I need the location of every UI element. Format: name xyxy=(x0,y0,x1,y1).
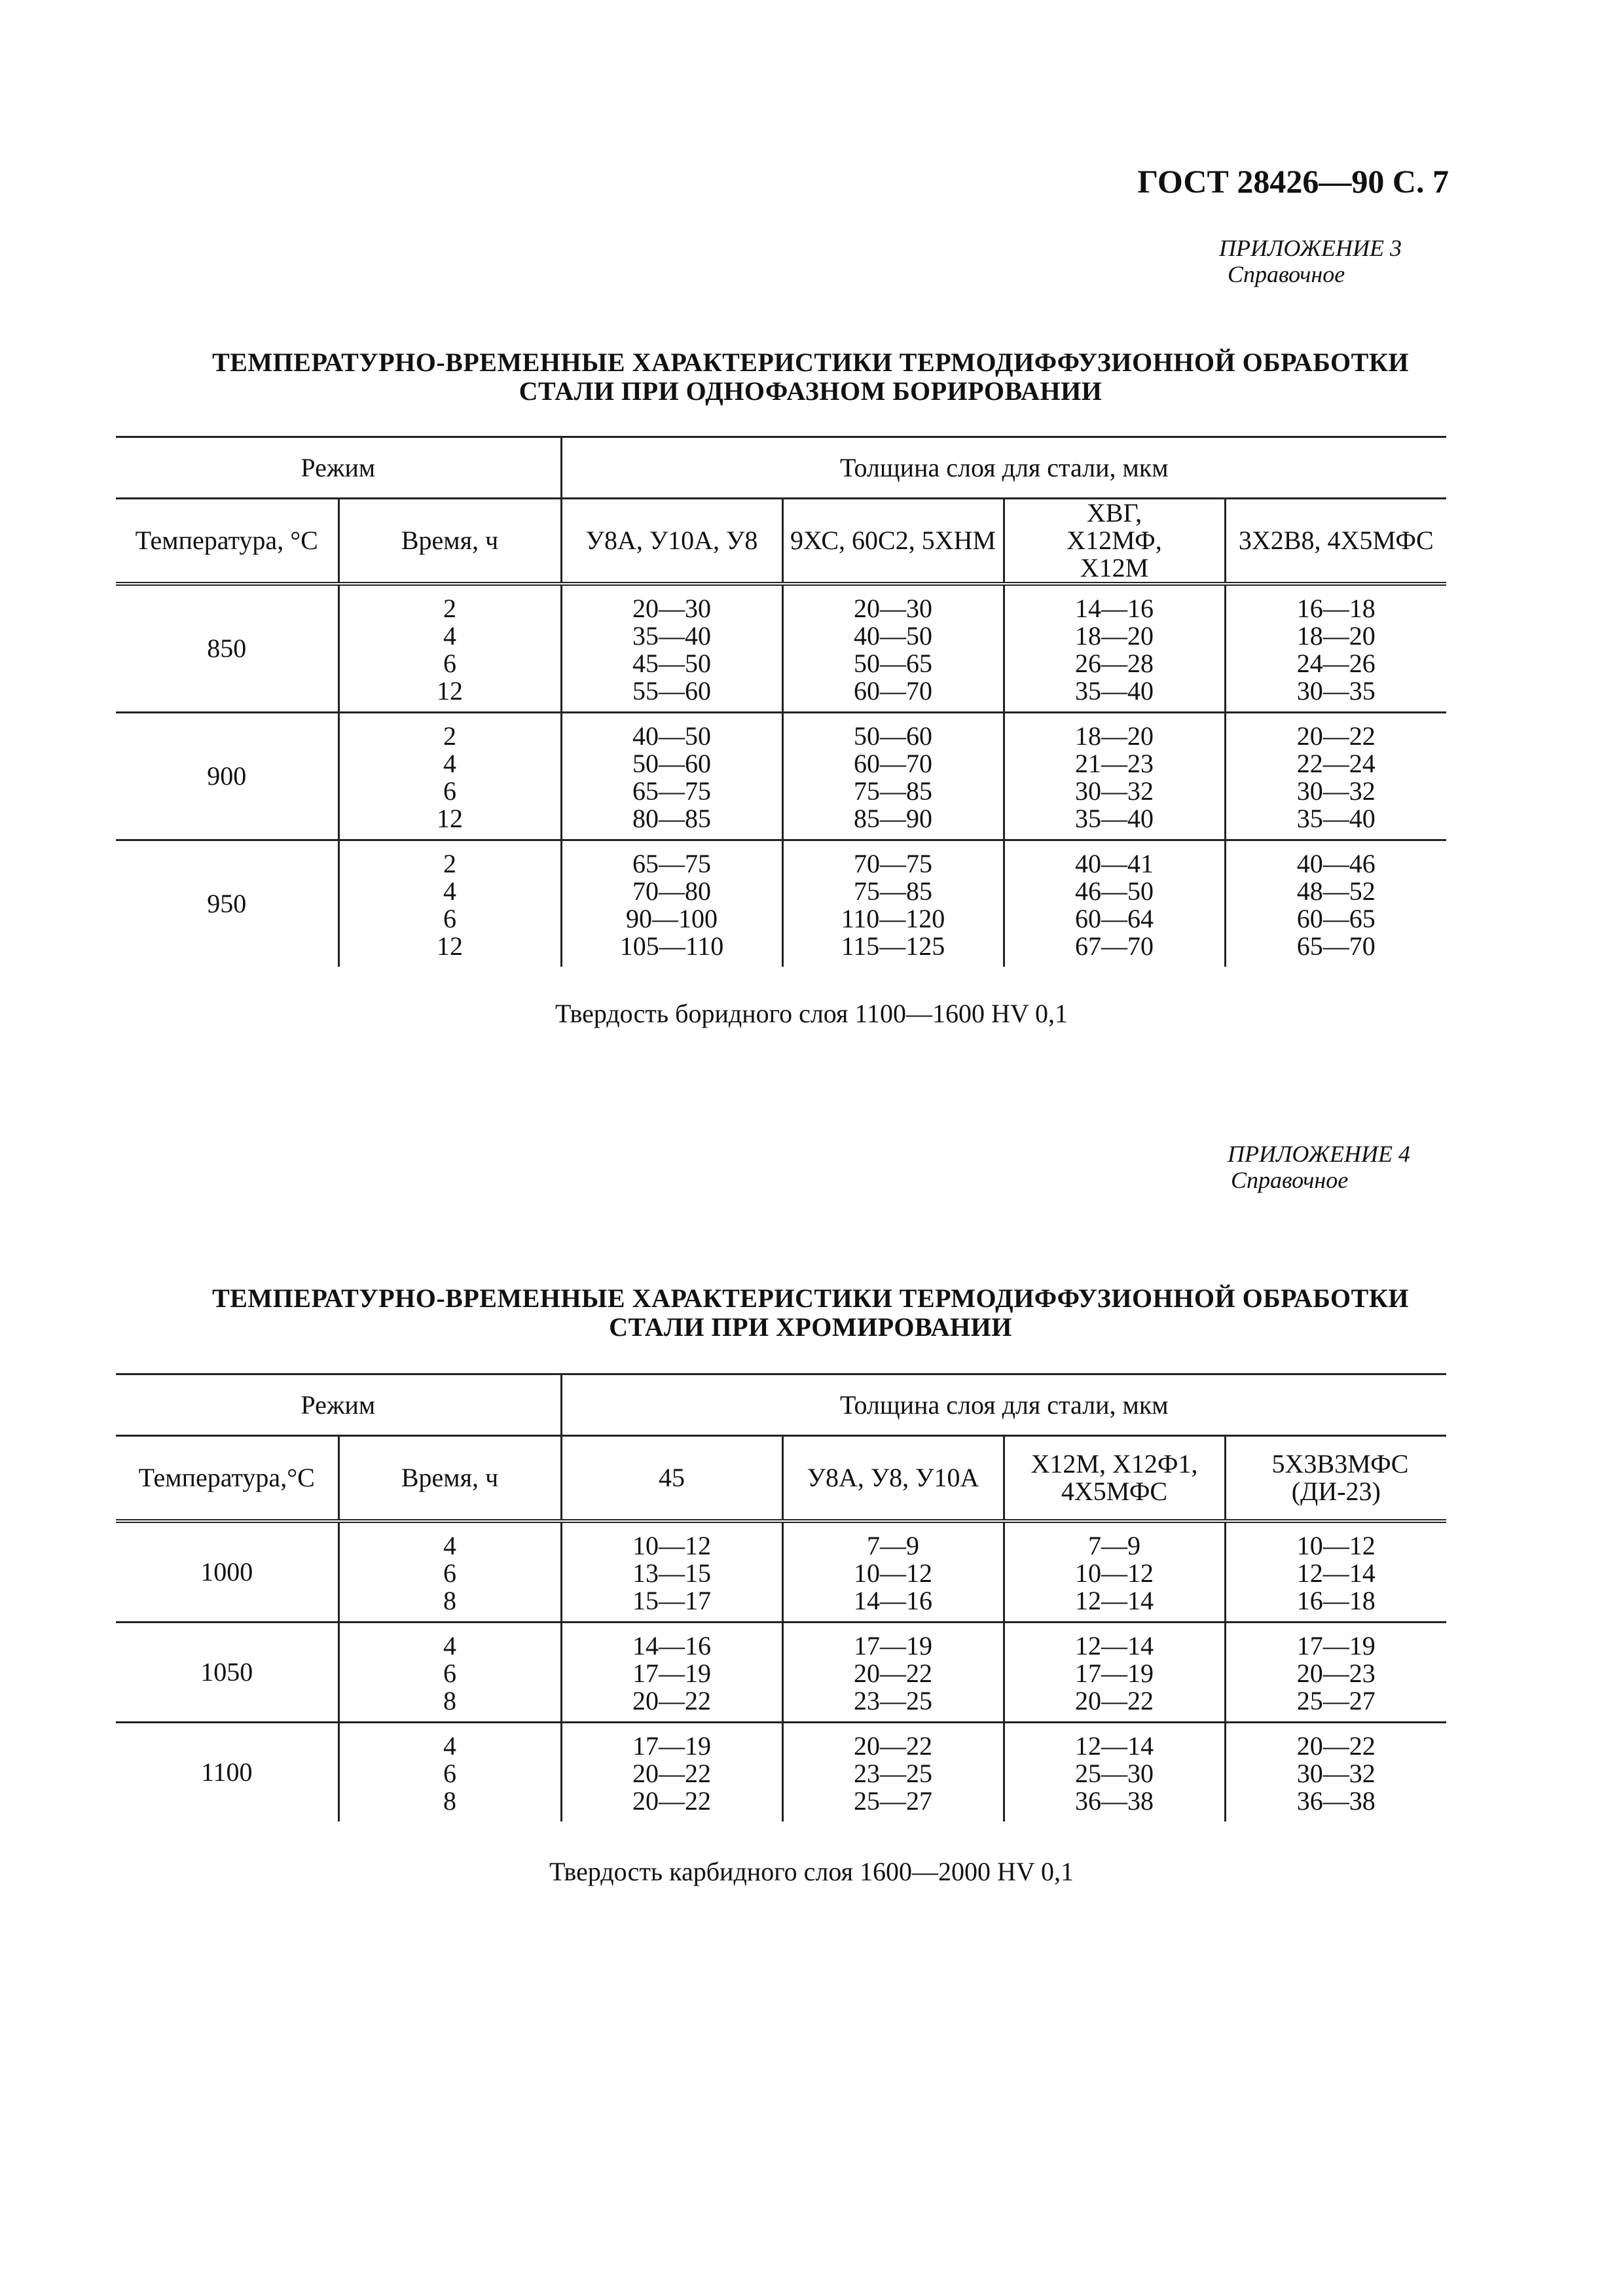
thickness-cell: 14—16 18—20 26—28 35—40 xyxy=(1004,584,1225,713)
boriding-table xyxy=(116,436,1446,967)
table-row xyxy=(116,1722,1446,1821)
appendix-4-title-line-2: СТАЛИ ПРИ ХРОМИРОВАНИИ xyxy=(609,1312,1012,1342)
table-row xyxy=(116,713,1446,840)
thickness-cell: 65—75 70—80 90—100 105—110 xyxy=(561,840,782,967)
group-header-mode: Режим xyxy=(116,437,561,499)
group-header-mode: Режим xyxy=(116,1374,561,1436)
temperature-cell: 1050 xyxy=(116,1622,338,1722)
column-header-steel-4: 5Х3В3МФС (ДИ-23) xyxy=(1225,1436,1446,1521)
table-row xyxy=(116,584,1446,713)
temperature-cell: 1100 xyxy=(116,1722,338,1821)
carbide-hardness-note: Твердость карбидного слоя 1600—2000 HV 0,1 xyxy=(549,1857,1074,1886)
column-header-steel-1: 45 xyxy=(561,1436,782,1521)
column-header-steel-4: 3Х2В8, 4Х5МФС xyxy=(1225,499,1446,584)
temperature-cell: 850 xyxy=(116,584,338,713)
appendix-3-title-line-1: ТЕМПЕРАТУРНО-ВРЕМЕННЫЕ ХАРАКТЕРИСТИКИ ТЕРМОДИФФУЗИОННОЙ ОБРАБОТКИ xyxy=(212,348,1409,377)
thickness-cell: 40—46 48—52 60—65 65—70 xyxy=(1225,840,1446,967)
chromizing-table xyxy=(116,1373,1446,1821)
column-header-steel-2: 9ХС, 60С2, 5ХНМ xyxy=(782,499,1004,584)
column-header-steel-3: Х12М, Х12Ф1, 4Х5МФС xyxy=(1004,1436,1225,1521)
table-group-header-row xyxy=(116,1374,1446,1436)
appendix-3-title xyxy=(116,348,1505,406)
column-header-time: Время, ч xyxy=(338,1436,561,1521)
thickness-cell: 7—9 10—12 14—16 xyxy=(782,1521,1004,1623)
table-row xyxy=(116,1622,1446,1722)
thickness-cell: 70—75 75—85 110—120 115—125 xyxy=(782,840,1004,967)
column-header-steel-2: У8А, У8, У10А xyxy=(782,1436,1004,1521)
time-cell: 2 4 6 12 xyxy=(338,840,561,967)
group-header-thickness: Толщина слоя для стали, мкм xyxy=(561,1374,1446,1436)
thickness-cell: 7—9 10—12 12—14 xyxy=(1004,1521,1225,1623)
time-cell: 4 6 8 xyxy=(338,1521,561,1623)
appendix-4-label: ПРИЛОЖЕНИЕ 4 xyxy=(1228,1141,1410,1167)
appendix-3-sublabel: Справочное xyxy=(1228,261,1345,287)
thickness-cell: 10—12 13—15 15—17 xyxy=(561,1521,782,1623)
thickness-cell: 12—14 25—30 36—38 xyxy=(1004,1722,1225,1821)
appendix-4-title-line-1: ТЕМПЕРАТУРНО-ВРЕМЕННЫЕ ХАРАКТЕРИСТИКИ ТЕРМОДИФФУЗИОННОЙ ОБРАБОТКИ xyxy=(212,1283,1409,1313)
time-cell: 4 6 8 xyxy=(338,1722,561,1821)
time-cell: 2 4 6 12 xyxy=(338,584,561,713)
table-group-header-row xyxy=(116,437,1446,499)
thickness-cell: 18—20 21—23 30—32 35—40 xyxy=(1004,713,1225,840)
table-column-header-row xyxy=(116,499,1446,584)
table-column-header-row xyxy=(116,1436,1446,1521)
thickness-cell: 14—16 17—19 20—22 xyxy=(561,1622,782,1722)
boride-hardness-note: Твердость боридного слоя 1100—1600 HV 0,1 xyxy=(555,999,1068,1028)
column-header-time: Время, ч xyxy=(338,499,561,584)
thickness-cell: 20—30 35—40 45—50 55—60 xyxy=(561,584,782,713)
temperature-cell: 950 xyxy=(116,840,338,967)
temperature-cell: 1000 xyxy=(116,1521,338,1623)
thickness-cell: 50—60 60—70 75—85 85—90 xyxy=(782,713,1004,840)
appendix-3-title-line-2: СТАЛИ ПРИ ОДНОФАЗНОМ БОРИРОВАНИИ xyxy=(519,376,1103,406)
thickness-cell: 17—19 20—22 23—25 xyxy=(782,1622,1004,1722)
temperature-cell: 900 xyxy=(116,713,338,840)
thickness-cell: 16—18 18—20 24—26 30—35 xyxy=(1225,584,1446,713)
thickness-cell: 20—22 23—25 25—27 xyxy=(782,1722,1004,1821)
table-row xyxy=(116,1521,1446,1623)
thickness-cell: 10—12 12—14 16—18 xyxy=(1225,1521,1446,1623)
thickness-cell: 17—19 20—23 25—27 xyxy=(1225,1622,1446,1722)
column-header-temperature: Температура, °С xyxy=(116,499,338,584)
thickness-cell: 40—41 46—50 60—64 67—70 xyxy=(1004,840,1225,967)
thickness-cell: 20—22 30—32 36—38 xyxy=(1225,1722,1446,1821)
time-cell: 2 4 6 12 xyxy=(338,713,561,840)
table-row xyxy=(116,840,1446,967)
thickness-cell: 12—14 17—19 20—22 xyxy=(1004,1622,1225,1722)
thickness-cell: 20—30 40—50 50—65 60—70 xyxy=(782,584,1004,713)
time-cell: 4 6 8 xyxy=(338,1622,561,1722)
appendix-4-sublabel: Справочное xyxy=(1231,1167,1349,1193)
column-header-steel-1: У8А, У10А, У8 xyxy=(561,499,782,584)
appendix-3-label: ПРИЛОЖЕНИЕ 3 xyxy=(1219,235,1402,261)
column-header-steel-3: ХВГ, Х12МФ, Х12М xyxy=(1004,499,1225,584)
thickness-cell: 40—50 50—60 65—75 80—85 xyxy=(561,713,782,840)
thickness-cell: 20—22 22—24 30—32 35—40 xyxy=(1225,713,1446,840)
document-reference: ГОСТ 28426—90 С. 7 xyxy=(1137,163,1449,200)
column-header-temperature: Температура,°С xyxy=(116,1436,338,1521)
appendix-4-title xyxy=(116,1284,1505,1342)
group-header-thickness: Толщина слоя для стали, мкм xyxy=(561,437,1446,499)
thickness-cell: 17—19 20—22 20—22 xyxy=(561,1722,782,1821)
